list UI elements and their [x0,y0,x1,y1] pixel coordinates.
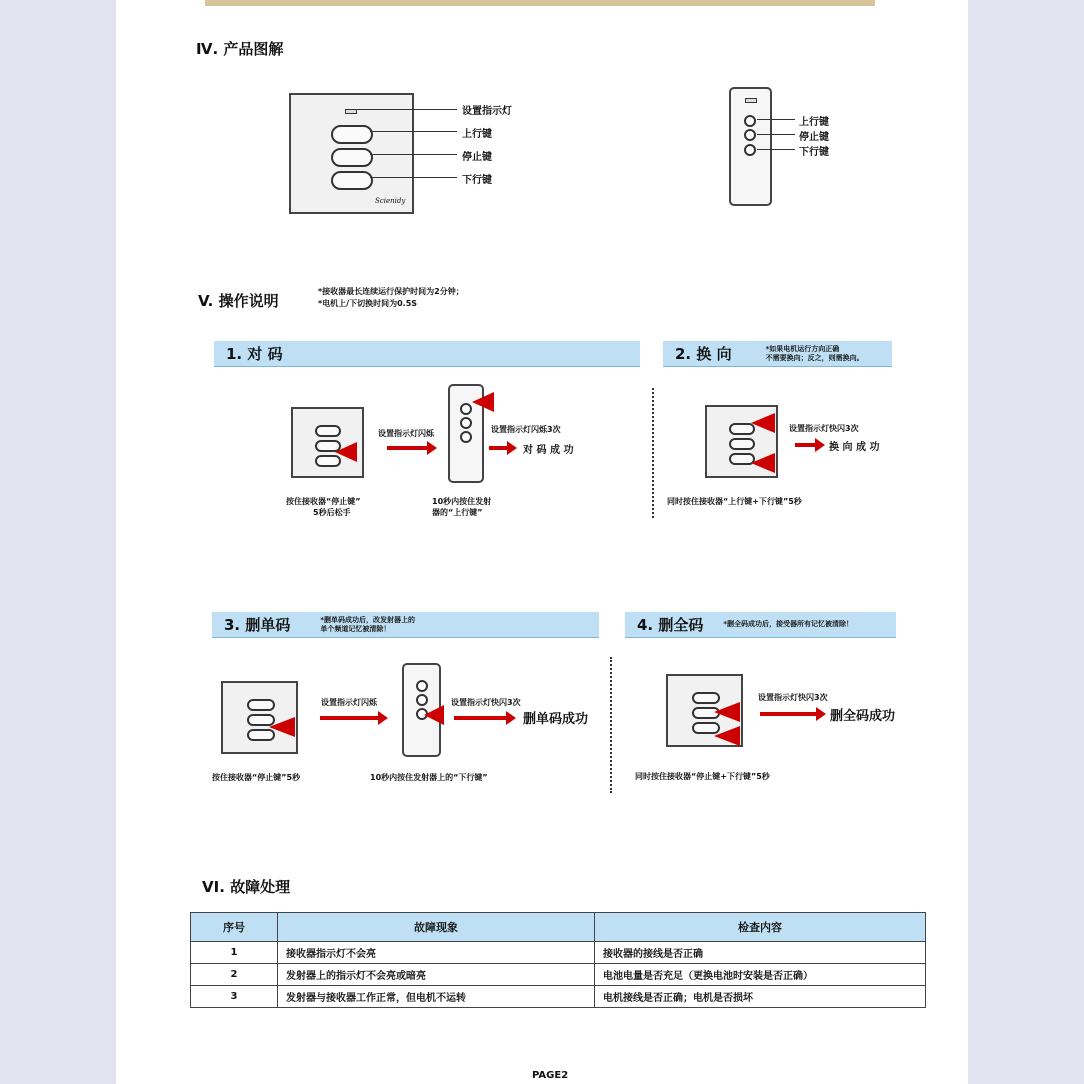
step3-title: 3. 删单码 [224,616,291,634]
step3-note2: 单个频道记忆被清除！ [320,624,391,633]
press-pointer-icon [335,442,357,462]
step2-result: 换 向 成 功 [829,442,880,453]
remote-label-down: 下行键 [799,147,829,158]
leader-line [370,177,457,178]
press-pointer-icon [751,453,775,473]
step4-title: 4. 删全码 [637,616,704,634]
step2-arrow-label: 设置指示灯快闪3次 [789,424,859,433]
step3-caption1: 按住接收器“停止键”5秒 [212,773,301,782]
step3-result: 删单码成功 [523,712,589,727]
step3-arrow2-label: 设置指示灯快闪3次 [451,698,521,707]
table-cell: 接收器指示灯不会亮 [278,942,595,964]
table-cell: 电池电量是否充足（更换电池时安装是否正确） [595,964,926,986]
leader-line [357,109,457,110]
step3-caption2: 10秒内按住发射器上的“下行键” [370,773,488,782]
remote-led [745,98,757,103]
step1-caption2b: 器的“上行键” [432,508,483,517]
step4-arrow [760,712,816,716]
table-row [191,964,926,986]
top-band [205,0,875,6]
step1-caption1b: 5秒后松手 [313,508,351,517]
label-up: 上行键 [462,129,492,140]
remote-up-key [416,680,428,692]
column-header: 序号 [191,913,278,942]
table-header-row [191,913,926,942]
step3-arrow1-label: 设置指示灯闪烁 [321,698,377,707]
step2-receiver [705,405,778,478]
press-pointer-icon [472,392,494,412]
leader-line [757,149,795,150]
table-row [191,986,926,1008]
label-stop: 停止键 [462,152,492,163]
brand-logo: Scienidy [375,197,406,205]
remote-stop-key [744,129,756,141]
section5-title: V. 操作说明 [198,292,279,310]
fault-table [190,912,926,1008]
step1-arrow1 [387,446,427,450]
table-cell: 2 [191,964,278,986]
remote-down-key [744,144,756,156]
step4-arrow-label: 设置指示灯快闪3次 [758,693,828,702]
step3-arrow1 [320,716,378,720]
step2-caption: 同时按住接收器“上行键+下行键”5秒 [667,497,802,506]
step2-title: 2. 换 向 [675,345,732,363]
label-indicator: 设置指示灯 [462,106,512,117]
step2-note1: *如果电机运行方向正确 [765,344,840,353]
step3-remote [402,663,441,757]
press-pointer-icon [714,702,740,722]
press-pointer-icon [269,717,295,737]
section5-note1: *接收器最长连续运行保护时间为2分钟； [318,287,464,296]
section4-title: Ⅳ. 产品图解 [196,40,284,58]
step1-receiver [291,407,364,478]
label-down: 下行键 [462,175,492,186]
remote-up-key [460,403,472,415]
step3-arrow2 [454,716,506,720]
page-number: PAGE2 [532,1070,569,1081]
up-key [331,125,373,144]
up-key [315,425,341,437]
column-header: 检查内容 [595,913,926,942]
step4-note: *删全码成功后，接受器所有记忆被清除！ [723,620,854,628]
table-cell: 1 [191,942,278,964]
step4-result: 删全码成功 [830,709,896,724]
step1-caption1a: 按住接收器“停止键” [286,497,361,506]
step4-bar [625,612,896,638]
remote-label-up: 上行键 [799,117,829,128]
step1-title: 1. 对 码 [226,345,283,363]
step1-arrow1-label: 设置指示灯闪烁 [378,429,434,438]
leader-line [757,119,795,120]
table-cell: 发射器上的指示灯不会亮或暗亮 [278,964,595,986]
table-cell: 发射器与接收器工作正常，但电机不运转 [278,986,595,1008]
column-header: 故障现象 [278,913,595,942]
step2-arrow [795,443,815,447]
step2-bar [663,341,892,367]
up-key [247,699,275,711]
stop-key [729,438,755,450]
table-row [191,942,926,964]
step3-note1: *删单码成功后，改发射器上的 [320,615,416,624]
step1-arrow2-label: 设置指示灯闪烁3次 [491,425,561,434]
step4-receiver [666,674,743,747]
section6-title: VI. 故障处理 [202,878,291,896]
step1-result: 对 码 成 功 [523,445,574,456]
stop-key [331,148,373,167]
step1-arrow2 [489,446,507,450]
remote-stop-key [460,417,472,429]
divider [652,388,654,518]
leader-line [370,154,457,155]
step1-remote [448,384,484,483]
step3-bar [212,612,599,638]
step1-caption2a: 10秒内按住发射 [432,497,492,506]
leader-line [370,131,457,132]
divider [610,657,612,793]
step2-note2: 不需要换向；反之，则需换向。 [765,353,864,362]
remote-diagram [729,87,772,206]
table-cell: 3 [191,986,278,1008]
down-key [331,171,373,190]
step4-caption: 同时按住接收器“停止键+下行键”5秒 [635,772,770,781]
section5-note2: *电机上/下切换时间为0.5S [318,299,418,308]
table-cell: 接收器的接线是否正确 [595,942,926,964]
step1-bar [214,341,640,367]
leader-line [757,134,795,135]
press-pointer-icon [424,705,444,725]
remote-up-key [744,115,756,127]
remote-down-key [460,431,472,443]
remote-label-stop: 停止键 [799,132,829,143]
step3-receiver [221,681,298,754]
press-pointer-icon [714,726,740,746]
table-cell: 电机接线是否正确；电机是否损坏 [595,986,926,1008]
press-pointer-icon [751,413,775,433]
indicator-led [345,109,357,114]
